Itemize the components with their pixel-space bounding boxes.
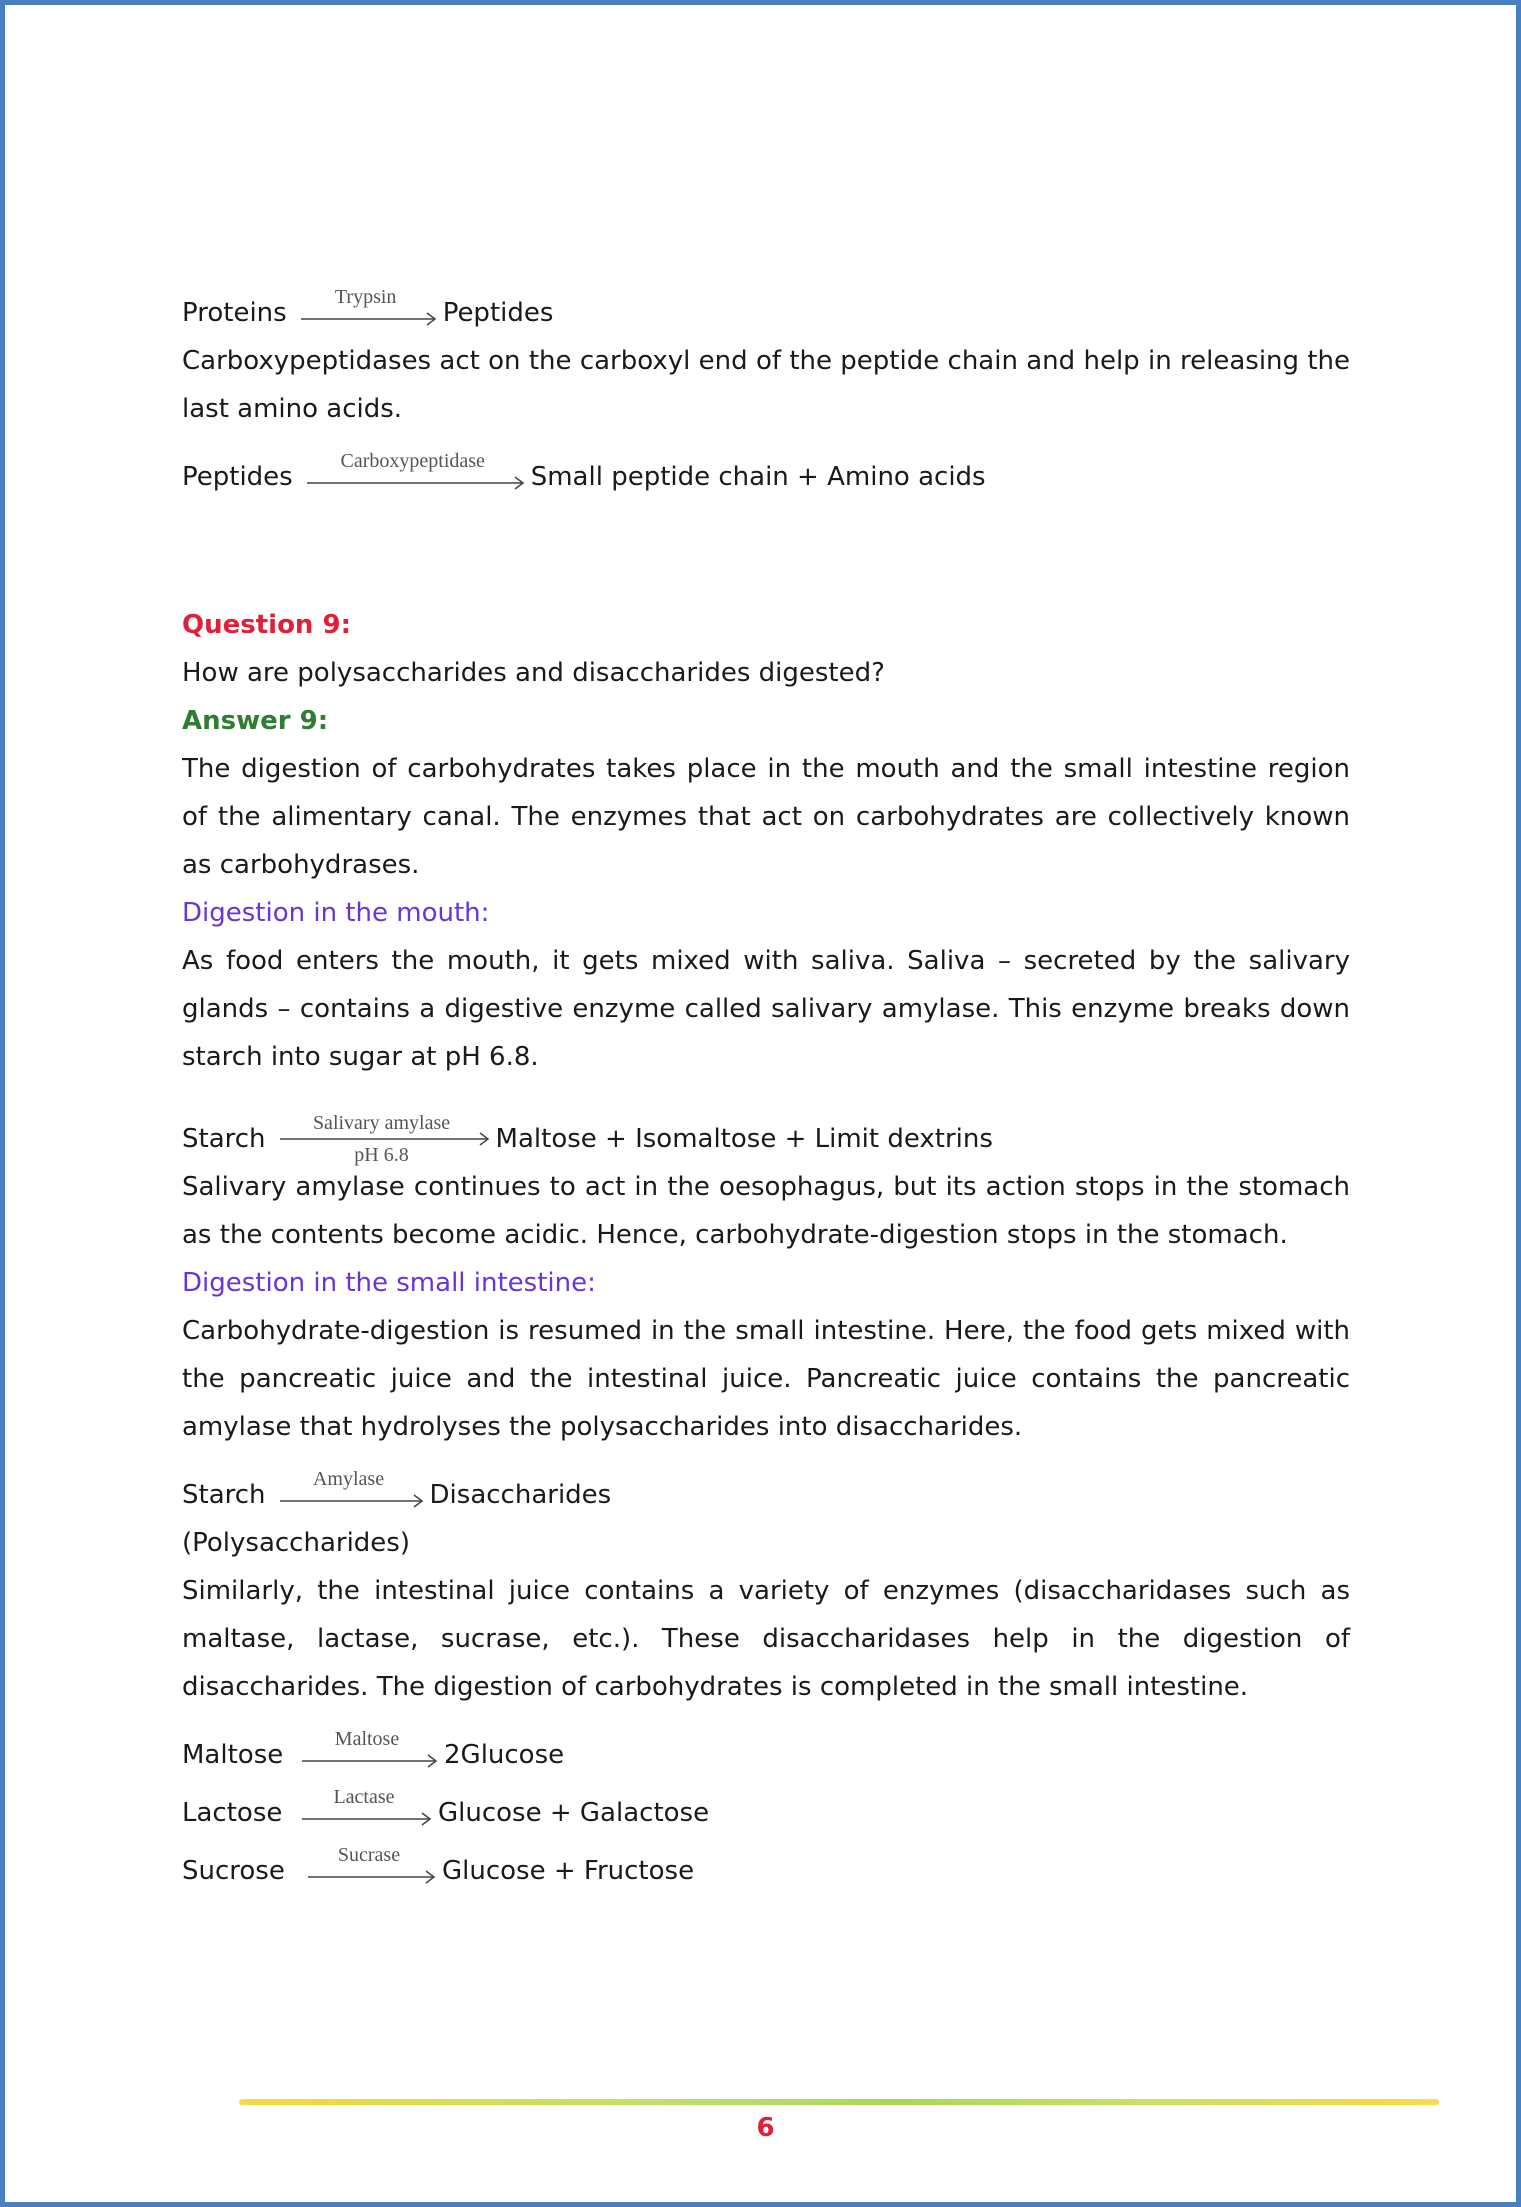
eq-left: Starch [182,1124,266,1154]
heading-mouth: Digestion in the mouth: [182,898,490,928]
reaction-arrow [302,1728,440,1779]
answer-intro: The digestion of carbohydrates takes place in the mouth and the small intestine region of the alimentary canal. The enzymes that act on carbohydrates are collectively known as carbohydrases. [182,754,1350,880]
paragraph-intestine: Carbohydrate-digestion is resumed in the small intestine. Here, the food gets mixed with the pancreatic juice and the intestinal juice. Pancreatic juice contains the pancreatic amylase that hydrolyses the polysaccharides into disaccharides. [182,1316,1350,1442]
eq-left: Sucrose [182,1856,285,1886]
equation-maltose [182,1728,1350,1779]
answer-label: Answer 9: [182,706,329,736]
enzyme-label: Lactase [333,1786,395,1808]
eq-right: Peptides [442,298,554,328]
condition-label: pH 6.8 [354,1144,409,1166]
reaction-arrow [308,1844,438,1895]
eq-left: Proteins [182,298,287,328]
paragraph-mouth: As food enters the mouth, it gets mixed with saliva. Saliva – secreted by the salivary glands – contains a digestive enzyme called salivary amylase. This enzyme breaks down starch into sugar at pH 6.8. [182,946,1350,1072]
enzyme-label: Sucrase [337,1844,401,1866]
equation-sucrose [182,1844,1350,1895]
equation-salivary-amylase [182,1112,1350,1166]
reaction-arrow [302,1786,434,1837]
enzyme-label: Maltose [334,1728,400,1750]
eq-left: Peptides [182,462,293,492]
eq-below-label: (Polysaccharides) [182,1528,410,1558]
footer-divider [239,2099,1439,2105]
enzyme-label: Carboxypeptidase [340,450,485,472]
eq-right: Maltose + Isomaltose + Limit dextrins [495,1124,993,1154]
enzyme-label: Amylase [312,1468,385,1490]
enzyme-label: Salivary amylase [312,1112,451,1134]
eq-right: Small peptide chain + Amino acids [530,462,986,492]
eq-right: Disaccharides [429,1480,612,1510]
enzyme-label: Trypsin [334,286,397,308]
paragraph-mouth-2: Salivary amylase continues to act in the oesophagus, but its action stops in the stomach as the contents become acidic. Hence, carbohydrate-digestion stops in the stomach. [182,1172,1350,1250]
equation-lactose [182,1786,1350,1837]
eq-left: Maltose [182,1740,284,1770]
eq-right: Glucose + Galactose [438,1798,710,1828]
page-content [182,286,1350,1895]
eq-right: Glucose + Fructose [442,1856,695,1886]
equation-amylase [182,1468,1350,1519]
eq-left: Starch [182,1480,266,1510]
reaction-arrow [280,1468,426,1519]
question-text: How are polysaccharides and disaccharides digested? [182,658,885,688]
reaction-arrow [301,286,439,337]
equation-trypsin [182,286,1350,337]
question-label: Question 9: [182,610,351,640]
eq-right: 2Glucose [444,1740,565,1770]
heading-intestine: Digestion in the small intestine: [182,1268,596,1298]
page-number: 6 [756,2113,775,2143]
reaction-arrow [280,1112,492,1166]
equation-carboxypeptidase [182,450,1350,501]
paragraph-intestine-2: Similarly, the intestinal juice contains a variety of enzymes (disaccharidases such as maltase, lactase, sucrase, etc.). These disaccharidases help in the digestion of disaccharides. The digestion of carbohydrates is completed in the small intestine. [182,1576,1350,1702]
eq-left: Lactose [182,1798,283,1828]
reaction-arrow [307,450,527,501]
paragraph-carboxypeptidase: Carboxypeptidases act on the carboxyl end of the peptide chain and help in releasing the last amino acids. [182,346,1350,424]
